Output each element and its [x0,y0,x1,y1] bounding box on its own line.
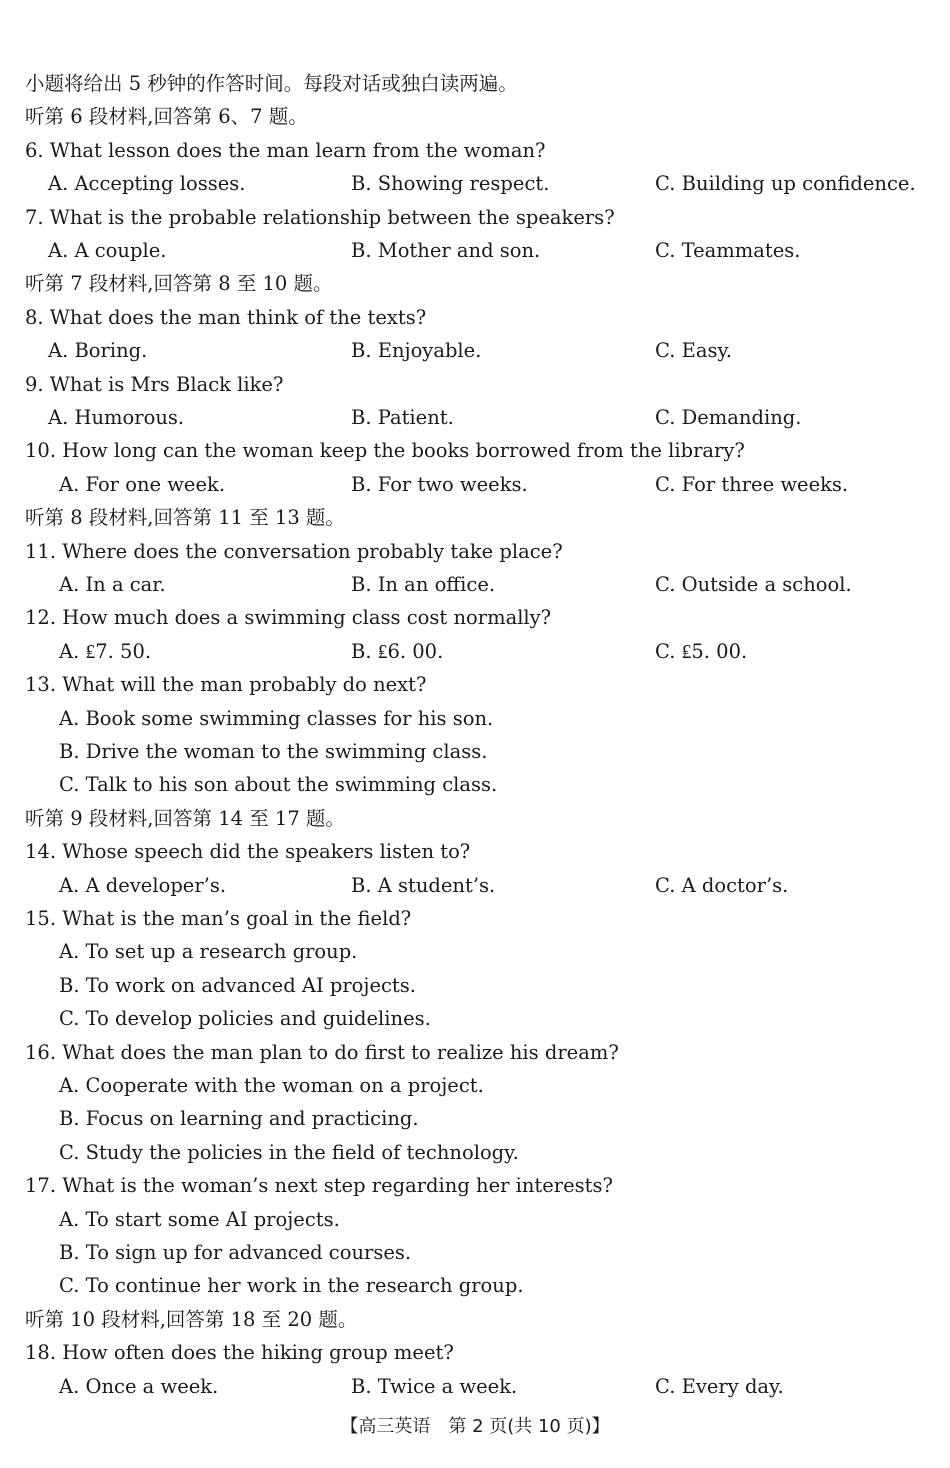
option-row [0,568,950,602]
option-row [0,1002,950,1036]
question-stem [0,835,950,869]
question-stem [0,134,950,168]
line-text: 8. What does the man think of the texts? [25,305,427,329]
option-row [0,735,950,769]
answer-option: A. A couple. [48,239,167,262]
question-stem [0,668,950,702]
question-stem [0,601,950,635]
answer-option: B. For two weeks. [351,472,528,496]
line-text: 13. What will the man probably do next? [25,673,427,697]
answer-option: C. Study the policies in the field of technology. [59,1140,519,1164]
option-row [0,167,950,201]
option-row [0,969,950,1003]
line-text: 7. What is the probable relationship between the speakers? [25,205,615,229]
answer-option: C. Every day. [655,1374,784,1398]
answer-option: B. To work on advanced AI projects. [59,973,416,997]
answer-option: C. To develop policies and guidelines. [59,1007,431,1031]
answer-option: B. Showing respect. [351,172,550,196]
option-row [0,1102,950,1136]
line-text: 听第 8 段材料,回答第 11 至 13 题。 [25,506,345,530]
answer-option: C. ₤5. 00. [655,639,748,663]
line-text: 9. What is Mrs Black like? [25,372,284,396]
answer-option: B. Mother and son. [351,239,541,262]
option-row [0,1069,950,1103]
question-stem [0,902,950,936]
answer-option: A. Once a week. [59,1374,219,1398]
page-footer: 【高三英语 第 2 页(共 10 页)】 [340,1416,610,1437]
line-text: 10. How long can the woman keep the books borrowed from the library? [25,439,745,463]
option-row [0,234,950,268]
line-text: 14. Whose speech did the speakers listen to? [25,840,471,864]
option-row [0,468,950,502]
section-heading [0,100,950,134]
answer-option: B. ₤6. 00. [351,639,444,663]
question-stem [0,1169,950,1203]
question-stem [0,1336,950,1370]
option-row [0,334,950,368]
option-row [0,1236,950,1270]
question-stem [0,1036,950,1070]
answer-option: B. Twice a week. [351,1374,518,1398]
line-text: 听第 10 段材料,回答第 18 至 20 题。 [25,1307,358,1331]
option-row [0,635,950,669]
line-text: 听第 9 段材料,回答第 14 至 17 题。 [25,806,345,830]
answer-option: C. To continue her work in the research group. [59,1274,524,1298]
line-text: 小题将给出 5 秒钟的作答时间。每段对话或独白读两遍。 [25,72,518,95]
question-stem [0,201,950,235]
question-stem [0,434,950,468]
option-row [0,869,950,903]
answer-option: C. Building up confidence. [655,172,916,196]
answer-option: A. A developer’s. [59,873,227,897]
option-row [0,401,950,435]
line-text: 12. How much does a swimming class cost normally? [25,606,552,630]
answer-option: B. Enjoyable. [351,339,482,363]
question-stem [0,301,950,335]
option-row [0,1136,950,1170]
option-row [0,768,950,802]
answer-option: A. ₤7. 50. [59,639,152,663]
answer-option: B. Focus on learning and practicing. [59,1107,419,1131]
answer-option: B. A student’s. [351,873,496,897]
line-text: 11. Where does the conversation probably take place? [25,539,563,563]
line-text: 听第 7 段材料,回答第 8 至 10 题。 [25,272,333,296]
option-row [0,935,950,969]
question-stem [0,368,950,402]
answer-option: A. To start some AI projects. [59,1207,340,1231]
answer-option: A. Humorous. [48,406,185,429]
line-text: 15. What is the man’s goal in the field? [25,907,412,930]
option-row [0,1203,950,1237]
answer-option: C. Outside a school. [655,573,852,596]
question-stem [0,535,950,569]
line-text: 17. What is the woman’s next step regarding her interests? [25,1174,613,1198]
line-text: 听第 6 段材料,回答第 6、7 题。 [25,105,308,129]
section-heading [0,267,950,301]
answer-option: C. A doctor’s. [655,873,789,897]
section-heading [0,67,950,101]
section-heading [0,802,950,836]
answer-option: A. Book some swimming classes for his son. [59,706,494,730]
answer-option: C. Demanding. [655,406,802,429]
answer-option: A. Boring. [48,339,148,363]
answer-option: C. Teammates. [655,239,801,262]
answer-option: A. To set up a research group. [59,940,358,964]
answer-option: B. Patient. [351,406,454,429]
answer-option: A. For one week. [59,472,226,496]
line-text: 18. How often does the hiking group meet? [25,1341,454,1365]
answer-option: C. For three weeks. [655,472,849,496]
line-text: 6. What lesson does the man learn from the woman? [25,138,546,162]
answer-option: A. Cooperate with the woman on a project. [59,1074,484,1097]
answer-option: C. Talk to his son about the swimming class. [59,773,498,797]
line-text: 16. What does the man plan to do first to realize his dream? [25,1040,619,1064]
answer-option: B. In an office. [351,573,496,596]
answer-option: A. In a car. [59,573,166,596]
answer-option: B. Drive the woman to the swimming class. [59,740,488,763]
answer-option: C. Easy. [655,339,733,363]
section-heading [0,1303,950,1337]
option-row [0,702,950,736]
option-row [0,1370,950,1404]
section-heading [0,501,950,535]
answer-option: B. To sign up for advanced courses. [59,1241,412,1264]
answer-option: A. Accepting losses. [48,172,246,196]
option-row [0,1269,950,1303]
